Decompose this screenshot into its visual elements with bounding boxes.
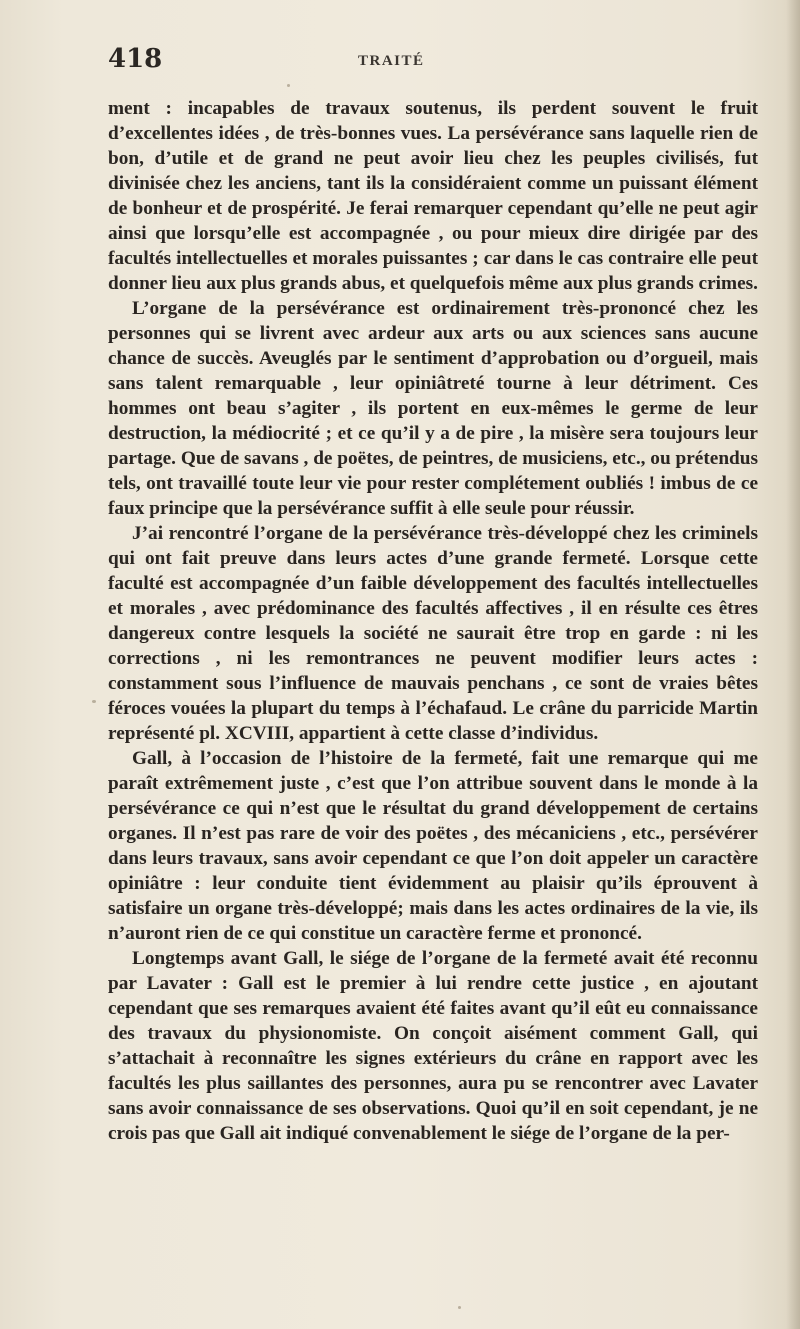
body-text (108, 96, 758, 1146)
paper-speck (458, 1306, 461, 1309)
page-header (108, 44, 758, 84)
paragraph-5: Longtemps avant Gall, le siége de l’organe de la fermeté avait été reconnu par Lavater : Gall est le premier à lui rendre cette justice , en ajoutant cependant que ses remarques avaient été faites avant qu’il eût eu connaissance des travaux du physionomiste. On conçoit aisément comment Gall, qui s’attachait à reconnaître les signes extérieurs du crâne en rapport avec les facultés les plus saillantes des personnes, aura pu se rencontrer avec Lavater sans avoir connaissance de ses observations. Quoi qu’il en soit cependant, je ne crois pas que Gall ait indiqué convenablement le siége de l’organe de la per- (108, 948, 758, 1144)
paragraph-3: J’ai rencontré l’organe de la persévérance très-développé chez les criminels qui ont fait preuve dans leurs actes d’une grande fermeté. Lorsque cette faculté est accompagnée d’un faible développement des facultés intellectuelles et morales , avec prédominance des facultés affectives , il en résulte ces êtres dangereux contre lesquels la société ne saurait être trop en garde : ni les corrections , ni les remontrances ne peuvent modifier leurs actes : constamment sous l’influence de mauvais penchans , ce sont de vraies bêtes féroces vouées la plupart du temps à l’échafaud. Le crâne du parricide Martin représenté pl. XCVIII, appartient à cette classe d’individus. (108, 523, 758, 744)
paragraph-2: L’organe de la persévérance est ordinairement très-prononcé chez les personnes qui se livrent avec ardeur aux arts ou aux sciences sans aucune chance de succès. Aveuglés par le sentiment d’approbation ou d’orgueil, mais sans talent remarquable , leur opiniâtreté tourne à leur détriment. Ces hommes ont beau s’agiter , ils portent en eux-mêmes le germe de leur destruction, la médiocrité ; et ce qu’il y a de pire , la misère sera toujours leur partage. Que de savans , de poëtes, de peintres, de musiciens, etc., ou prétendus tels, ont travaillé toute leur vie pour rester complétement oubliés ! imbus de ce faux principe que la persévérance suffit à elle seule pour réussir. (108, 298, 758, 519)
page-number: 418 (108, 44, 163, 74)
paper-speck (92, 700, 96, 703)
paragraph-1: ment : incapables de travaux soutenus, ils perdent souvent le fruit d’excellentes idées , de très-bonnes vues. La persévérance sans laquelle rien de bon, d’utile et de grand ne peut avoir lieu chez les peuples civilisés, fut divinisée chez les anciens, tant ils la considéraient comme un puissant élément de bonheur et de prospérité. Je ferai remarquer cependant qu’elle ne peut agir ainsi que lorsqu’elle est accompagnée , ou pour mieux dire dirigée par des facultés intellectuelles et morales puissantes ; car dans le cas contraire elle peut donner lieu aux plus grands abus, et quelquefois même aux plus grands crimes. (108, 98, 758, 294)
paper-speck (287, 84, 290, 87)
paragraph-4: Gall, à l’occasion de l’histoire de la fermeté, fait une remarque qui me paraît extrêmement juste , c’est que l’on attribue souvent dans le monde à la persévérance ce qui n’est que le résultat du grand développement de certains organes. Il n’est pas rare de voir des poëtes , des mécaniciens , etc., persévérer dans leurs travaux, sans avoir cependant ce que l’on doit appeler un caractère opiniâtre : leur conduite tient évidemment au plaisir qu’ils éprouvent à satisfaire un organe très-développé; mais dans les actes ordinaires de la vie, ils n’auront rien de ce qui constitue un caractère ferme et prononcé. (108, 748, 758, 944)
page-edge-shadow (786, 0, 800, 1329)
running-head: TRAITÉ (358, 53, 425, 69)
